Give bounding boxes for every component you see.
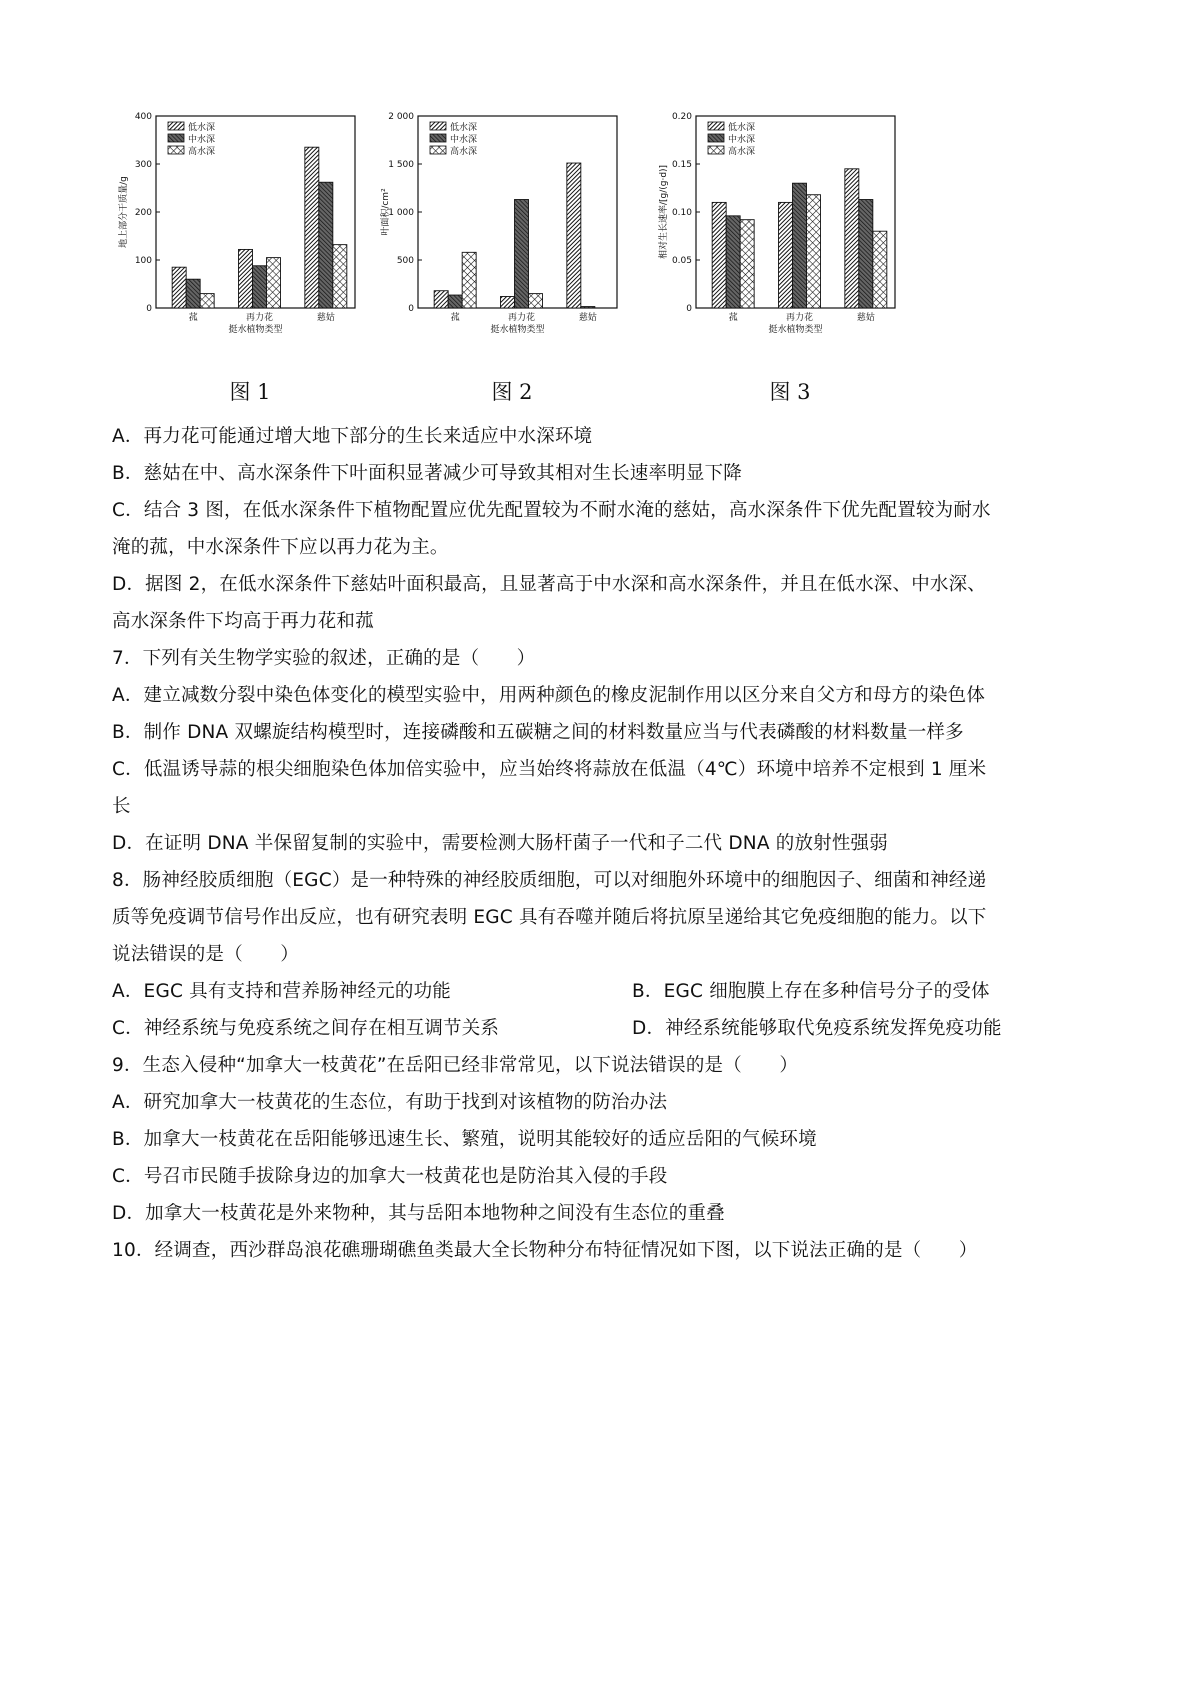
legend-swatch: [708, 122, 724, 130]
q8-option-c: C．神经系统与免疫系统之间存在相互调节关系: [112, 1018, 500, 1039]
x-axis-title: 挺水植物类型: [768, 325, 823, 335]
bar-low-depth: [305, 147, 319, 308]
y-axis-title: 地上部分干质量/g: [119, 176, 129, 248]
y-tick-label: 1 000: [388, 208, 414, 218]
x-category-label: 菰: [188, 313, 198, 323]
q7-option-c-line2: 长: [112, 796, 131, 817]
question-text: [112, 418, 1102, 1269]
bar-mid-depth: [448, 295, 462, 308]
q10-stem: 10．经调查，西沙群岛浪花礁珊瑚礁鱼类最大全长物种分布特征情况如下图，以下说法正确的是（ ）: [112, 1240, 978, 1261]
x-category-label: 再力花: [785, 313, 814, 323]
q6-option-d-line2: 高水深条件下均高于再力花和菰: [112, 611, 374, 632]
legend-swatch: [708, 134, 724, 142]
q9-option-d: D．加拿大一枝黄花是外来物种，其与岳阳本地物种之间没有生态位的重叠: [112, 1203, 725, 1224]
q7-option-a: A．建立减数分裂中染色体变化的模型实验中，用两种颜色的橡皮泥制作用以区分来自父方和母方的染色体: [112, 685, 986, 706]
legend-label: 低水深: [728, 123, 756, 133]
y-axis-title: 叶面积/cm²: [381, 188, 391, 236]
bar-high-depth: [807, 195, 821, 308]
bar-low-depth: [172, 267, 186, 308]
legend-label: 中水深: [188, 135, 216, 145]
bar-mid-depth: [186, 279, 200, 308]
figure-2-caption: 图 2: [491, 380, 533, 404]
bar-low-depth: [845, 169, 859, 308]
bar-mid-depth: [581, 307, 595, 308]
bar-mid-depth: [319, 182, 333, 308]
bar-high-depth: [267, 258, 281, 308]
bar-high-depth: [462, 252, 476, 308]
y-tick-label: 300: [134, 160, 152, 170]
y-tick-label: 0.15: [671, 160, 692, 170]
y-tick-label: 0.05: [671, 256, 692, 266]
legend-label: 高水深: [188, 147, 216, 157]
x-category-label: 慈姑: [316, 313, 335, 323]
legend-label: 中水深: [728, 135, 756, 145]
q8-stem-line2: 质等免疫调节信号作出反应，也有研究表明 EGC 具有吞噬并随后将抗原呈递给其它免疫细胞的能力。以下: [112, 907, 987, 928]
bar-mid-depth: [515, 200, 529, 308]
figure-1: [110, 108, 390, 408]
x-category-label: 菰: [728, 313, 738, 323]
legend-swatch: [168, 134, 184, 142]
q8-option-d: D．神经系统能够取代免疫系统发挥免疫功能: [632, 1018, 1002, 1039]
q9-option-b: B．加拿大一枝黄花在岳阳能够迅速生长、繁殖，说明其能较好的适应岳阳的气候环境: [112, 1129, 817, 1150]
y-tick-label: 200: [134, 208, 152, 218]
bar-high-depth: [740, 220, 754, 308]
y-tick-label: 100: [134, 256, 152, 266]
q8-option-b: B．EGC 细胞膜上存在多种信号分子的受体: [632, 981, 990, 1002]
legend-swatch: [430, 146, 446, 154]
bar-low-depth: [712, 202, 726, 308]
bar-high-depth: [200, 294, 214, 308]
y-tick-label: 500: [396, 256, 414, 266]
q9-option-c: C．号召市民随手拔除身边的加拿大一枝黄花也是防治其入侵的手段: [112, 1166, 668, 1187]
q9-option-a: A．研究加拿大一枝黄花的生态位，有助于找到对该植物的防治办法: [112, 1092, 668, 1113]
chart-2: [372, 108, 652, 368]
figure-3-caption: 图 3: [769, 380, 811, 404]
q7-option-c-line1: C．低温诱导蒜的根尖细胞染色体加倍实验中，应当始终将蒜放在低温（4℃）环境中培养不定根到 1 厘米: [112, 759, 987, 780]
chart-1: [110, 108, 390, 368]
x-category-label: 再力花: [245, 313, 274, 323]
bar-mid-depth: [793, 183, 807, 308]
bar-low-depth: [779, 202, 793, 308]
legend-label: 中水深: [450, 135, 478, 145]
legend-swatch: [168, 146, 184, 154]
y-tick-label: 0.20: [671, 112, 692, 122]
bar-high-depth: [529, 294, 543, 308]
bar-high-depth: [333, 245, 347, 308]
q6-option-d-line1: D．据图 2，在低水深条件下慈姑叶面积最高，且显著高于中水深和高水深条件，并且在低水深、中水深、: [112, 574, 987, 595]
y-tick-label: 2 000: [388, 112, 414, 122]
y-axis-title: 相对生长速率/[g/(g·d)]: [659, 164, 669, 260]
q8-options-row1: [112, 973, 1102, 1010]
x-axis-title: 挺水植物类型: [228, 325, 283, 335]
q8-stem-line3: 说法错误的是（ ）: [112, 944, 300, 965]
q7-stem: 7．下列有关生物学实验的叙述，正确的是（ ）: [112, 648, 536, 669]
bar-low-depth: [567, 163, 581, 308]
q7-option-d: D．在证明 DNA 半保留复制的实验中，需要检测大肠杆菌子一代和子二代 DNA 的放射性强弱: [112, 833, 888, 854]
x-category-label: 慈姑: [578, 313, 597, 323]
y-tick-label: 0: [686, 304, 692, 314]
bar-mid-depth: [253, 266, 267, 308]
y-tick-label: 1 500: [388, 160, 414, 170]
q6-option-a: A．再力花可能通过增大地下部分的生长来适应中水深环境: [112, 426, 593, 447]
bar-mid-depth: [726, 216, 740, 308]
chart-3: [650, 108, 930, 368]
x-category-label: 菰: [450, 313, 460, 323]
q7-option-b: B．制作 DNA 双螺旋结构模型时，连接磷酸和五碳糖之间的材料数量应当与代表磷酸的材料数量一样多: [112, 722, 964, 743]
y-tick-label: 0: [408, 304, 414, 314]
legend-label: 高水深: [450, 147, 478, 157]
bar-high-depth: [873, 231, 887, 308]
legend-label: 低水深: [188, 123, 216, 133]
q8-option-a: A．EGC 具有支持和营养肠神经元的功能: [112, 981, 451, 1002]
legend-swatch: [168, 122, 184, 130]
figure-1-caption: 图 1: [229, 380, 271, 404]
y-tick-label: 0.10: [671, 208, 692, 218]
bar-low-depth: [239, 249, 253, 308]
q6-option-c-line1: C．结合 3 图，在低水深条件下植物配置应优先配置较为不耐水淹的慈姑，高水深条件下优先配置较为耐水: [112, 500, 991, 521]
q8-stem-line1: 8．肠神经胶质细胞（EGC）是一种特殊的神经胶质细胞，可以对细胞外环境中的细胞因子、细菌和神经递: [112, 870, 987, 891]
y-tick-label: 0: [146, 304, 152, 314]
legend-swatch: [430, 122, 446, 130]
bar-low-depth: [434, 291, 448, 308]
legend-label: 高水深: [728, 147, 756, 157]
bar-low-depth: [501, 296, 515, 308]
bar-mid-depth: [859, 200, 873, 308]
legend-swatch: [708, 146, 724, 154]
q9-stem: 9．生态入侵种“加拿大一枝黄花”在岳阳已经非常常见，以下说法错误的是（ ）: [112, 1055, 799, 1076]
q6-option-c-line2: 淹的菰，中水深条件下应以再力花为主。: [112, 537, 449, 558]
legend-swatch: [430, 134, 446, 142]
y-tick-label: 400: [134, 112, 152, 122]
figure-3: [650, 108, 930, 408]
q8-options-row2: [112, 1010, 1102, 1047]
x-category-label: 再力花: [507, 313, 536, 323]
figure-2: [372, 108, 652, 408]
x-category-label: 慈姑: [856, 313, 875, 323]
legend-label: 低水深: [450, 123, 478, 133]
x-axis-title: 挺水植物类型: [490, 325, 545, 335]
q6-option-b: B．慈姑在中、高水深条件下叶面积显著减少可导致其相对生长速率明显下降: [112, 463, 742, 484]
